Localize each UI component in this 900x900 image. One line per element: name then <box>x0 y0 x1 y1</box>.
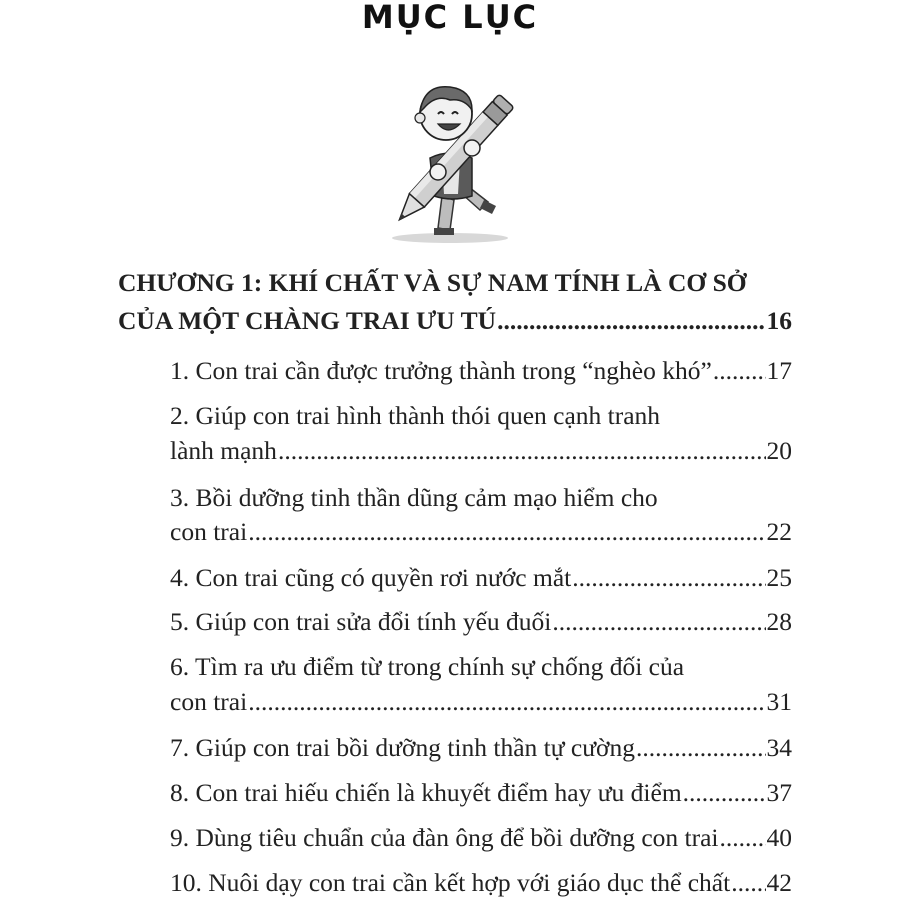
toc-entry[interactable] <box>170 733 792 763</box>
dot-leader <box>731 868 765 898</box>
dot-leader <box>713 356 766 386</box>
dot-leader <box>497 306 765 336</box>
page-number: 28 <box>766 607 792 636</box>
page-number: 34 <box>766 733 792 762</box>
page-number: 22 <box>766 517 792 546</box>
toc-entry[interactable] <box>170 517 792 547</box>
page-number: 40 <box>766 823 792 852</box>
dot-leader <box>552 607 765 637</box>
dot-leader <box>683 778 766 808</box>
page-number: 17 <box>766 356 792 385</box>
page-number: 37 <box>766 778 792 807</box>
entry-text-line1[interactable]: 6. Tìm ra ưu điểm từ trong chính sự chống đối của <box>170 652 685 681</box>
chapter-heading-line2[interactable] <box>118 306 792 336</box>
entry-text: 7. Giúp con trai bồi dưỡng tinh thần tự cường <box>170 733 636 762</box>
entry-text-line1[interactable]: 2. Giúp con trai hình thành thói quen cạnh tranh <box>170 401 661 430</box>
toc-entry[interactable] <box>170 563 792 593</box>
entry-text-line2: con trai <box>170 517 248 546</box>
toc-entry[interactable] <box>170 823 792 853</box>
entry-text: 9. Dùng tiêu chuẩn của đàn ông để bồi dưỡng con trai <box>170 823 719 852</box>
toc-entry[interactable] <box>170 607 792 637</box>
page-number: 31 <box>766 687 792 716</box>
entry-text: 8. Con trai hiếu chiến là khuyết điểm hay ưu điểm <box>170 778 682 807</box>
page-number: 42 <box>766 868 792 897</box>
entry-text-line1[interactable]: 3. Bồi dưỡng tinh thần dũng cảm mạo hiểm cho <box>170 483 658 512</box>
entry-text-line2: con trai <box>170 687 248 716</box>
entry-text: 10. Nuôi dạy con trai cần kết hợp với giáo dục thể chất <box>170 868 731 897</box>
chapter-title-text: CỦA MỘT CHÀNG TRAI ƯU TÚ <box>118 306 497 335</box>
toc-entry[interactable] <box>170 687 792 717</box>
dot-leader <box>636 733 765 763</box>
dot-leader <box>720 823 766 853</box>
chapter-heading-line1: CHƯƠNG 1: KHÍ CHẤT VÀ SỰ NAM TÍNH LÀ CƠ SỞ <box>118 268 747 297</box>
dot-leader <box>248 687 765 717</box>
toc-entry[interactable] <box>170 868 792 898</box>
dot-leader <box>572 563 765 593</box>
page-title: MỤC LỤC <box>361 0 539 36</box>
toc-entry[interactable] <box>170 356 792 386</box>
dot-leader <box>248 517 765 547</box>
entry-text: 4. Con trai cũng có quyền rơi nước mắt <box>170 563 572 592</box>
toc-entry[interactable] <box>170 778 792 808</box>
toc-entry[interactable] <box>170 436 792 466</box>
boy-with-pencil-icon <box>380 78 530 246</box>
entry-text: 5. Giúp con trai sửa đổi tính yếu đuối <box>170 607 552 636</box>
entry-text: 1. Con trai cần được trưởng thành trong “nghèo khó” <box>170 356 712 385</box>
page-number: 16 <box>766 306 792 335</box>
dot-leader <box>278 436 766 466</box>
page-number: 20 <box>766 436 792 465</box>
page-number: 25 <box>766 563 792 592</box>
entry-text-line2: lành mạnh <box>170 436 277 465</box>
